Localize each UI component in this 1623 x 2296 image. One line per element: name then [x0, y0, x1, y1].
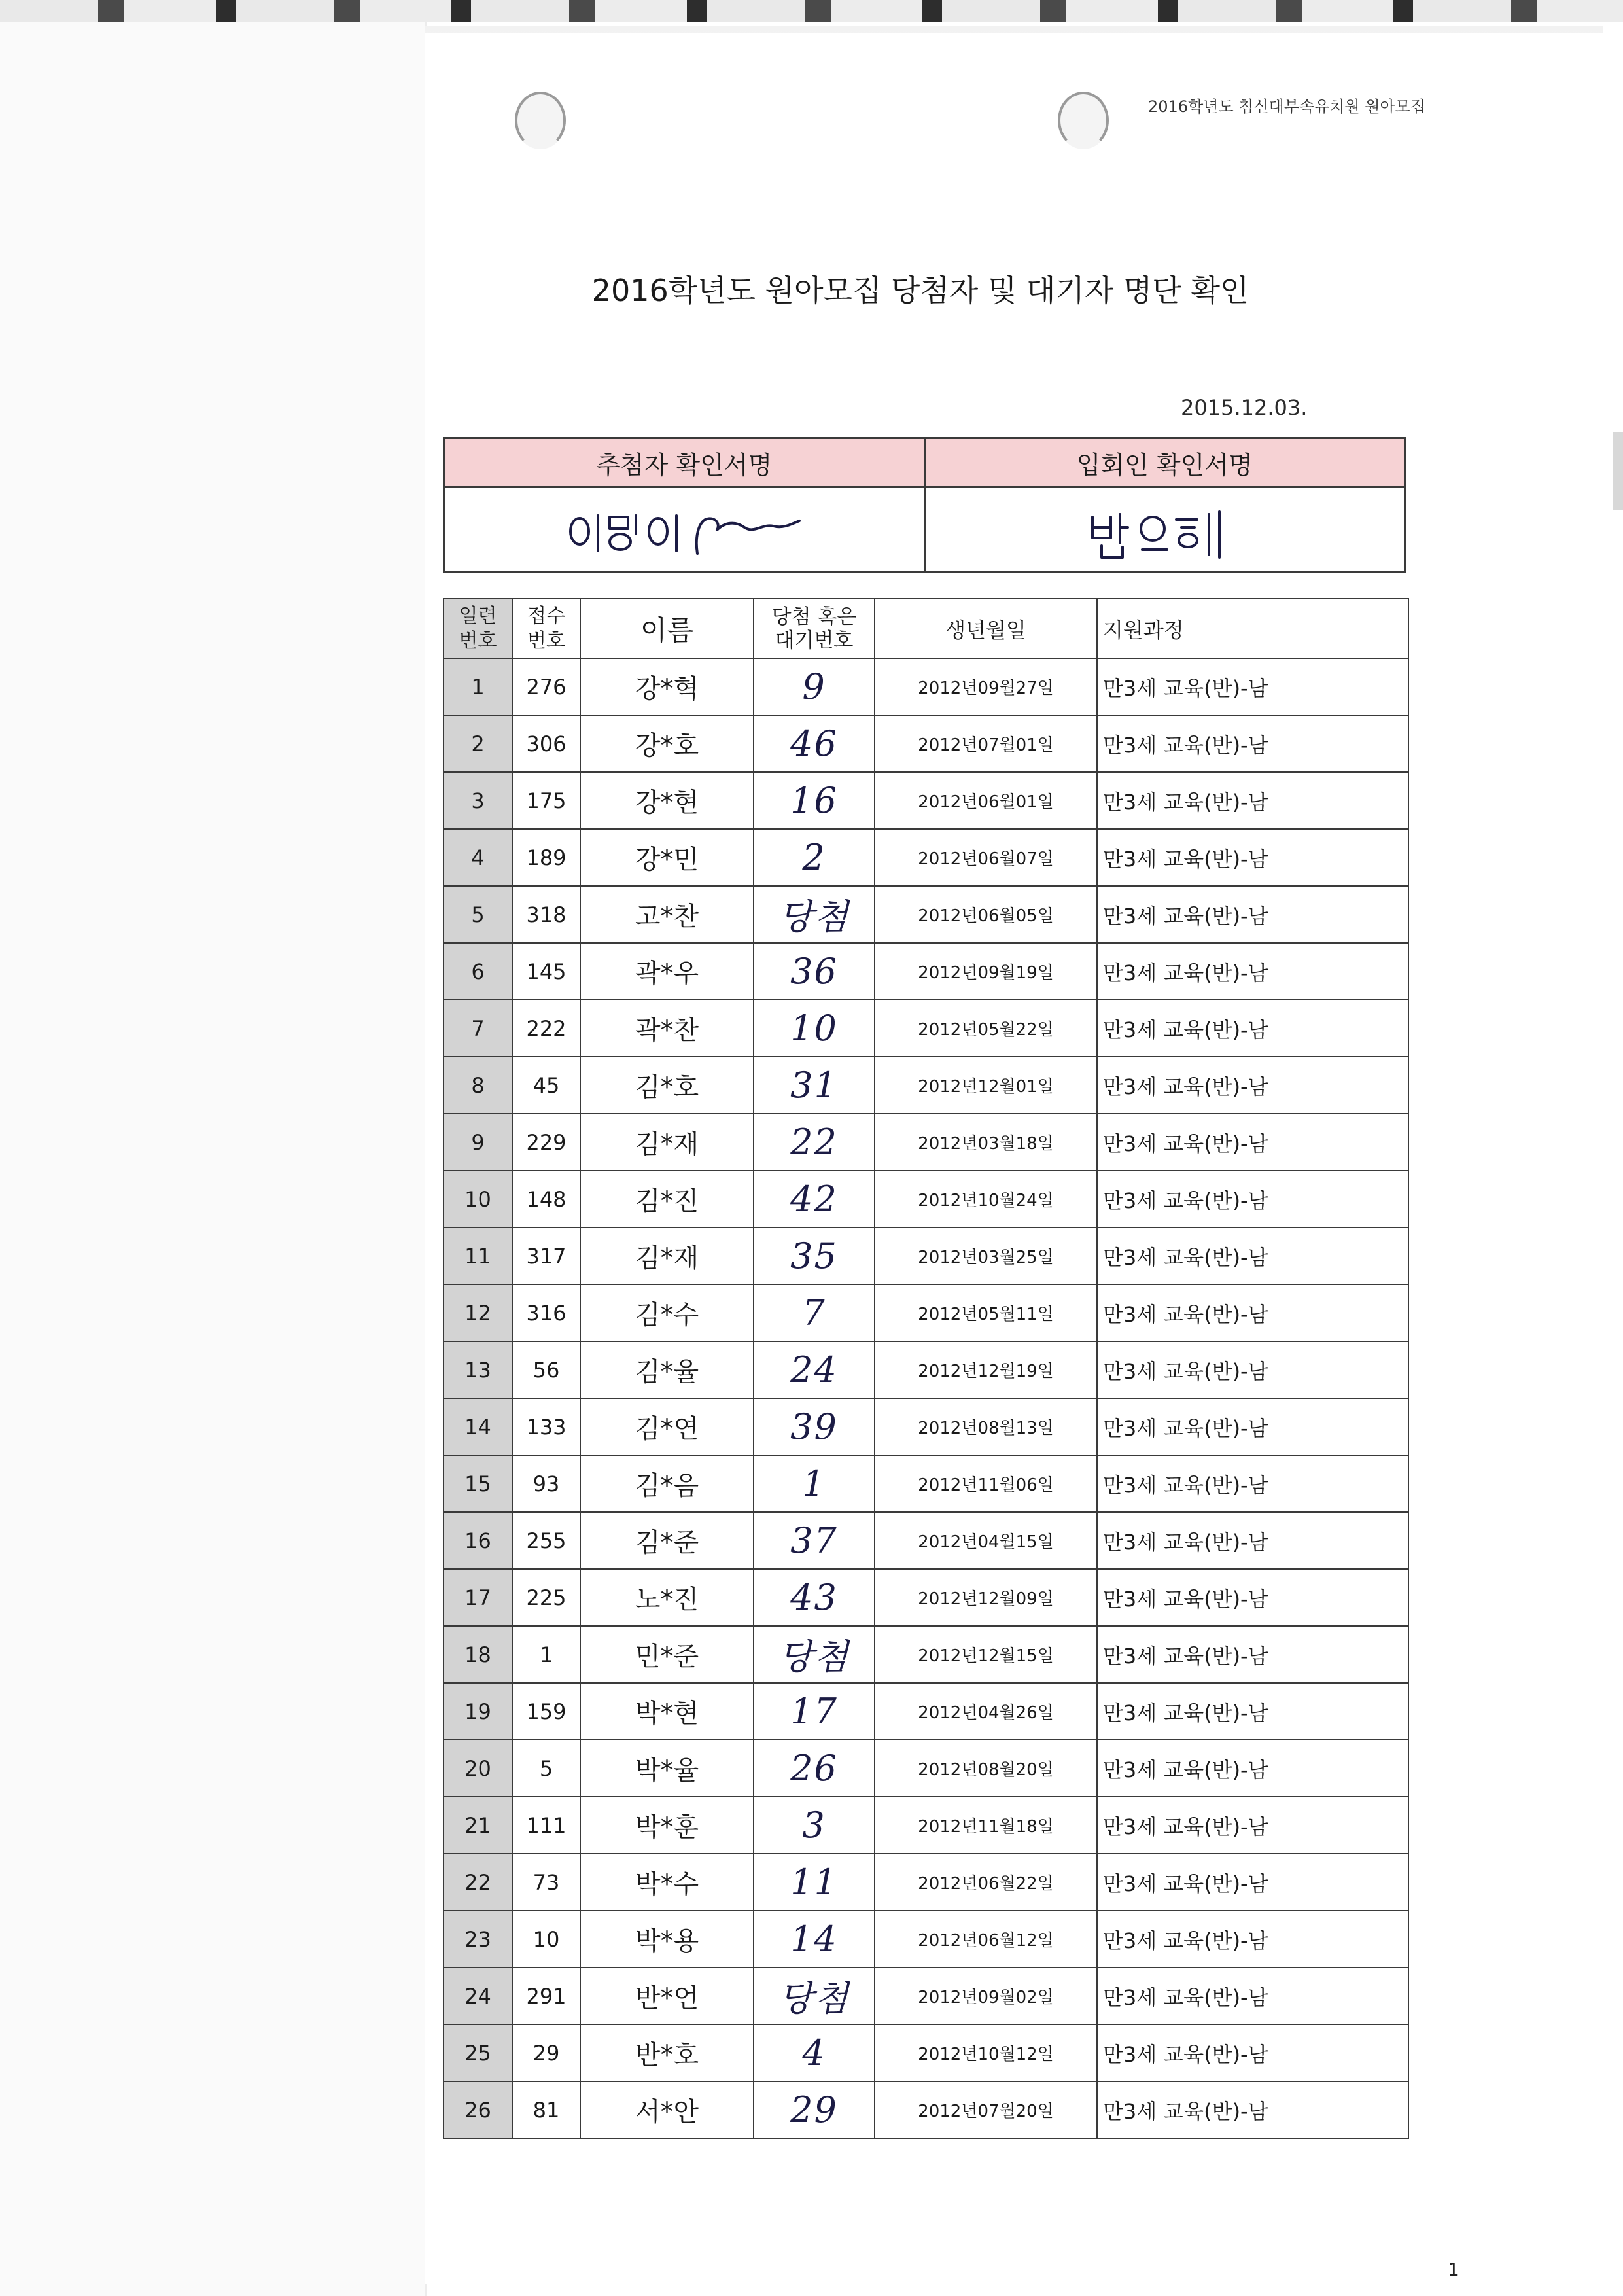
table-row [444, 1626, 1408, 1683]
punch-hole-left [515, 92, 566, 149]
receipt-number-cell: 5 [512, 1740, 580, 1797]
serial-number-cell: 18 [444, 1626, 512, 1683]
witness-signature-cell [924, 487, 1405, 573]
table-row [444, 886, 1408, 943]
birth-date-cell: 2012년04월15일 [875, 1512, 1097, 1569]
table-row [444, 1569, 1408, 1626]
birth-date-cell: 2012년08월20일 [875, 1740, 1097, 1797]
result-handwritten-cell: 당첨 [754, 1626, 875, 1683]
result-handwritten-cell: 17 [754, 1683, 875, 1740]
applicant-name-cell: 박*용 [580, 1911, 754, 1968]
receipt-number-cell: 1 [512, 1626, 580, 1683]
applied-course-cell: 만3세 교육(반)-남 [1097, 1626, 1408, 1683]
col-header-serial-line2: 번호 [459, 629, 497, 652]
col-header-receipt-line1: 접수 [527, 604, 565, 627]
table-row [444, 1455, 1408, 1512]
result-handwritten-cell: 29 [754, 2081, 875, 2138]
scan-background [0, 22, 427, 2296]
applied-course-cell: 만3세 교육(반)-남 [1097, 1227, 1408, 1284]
serial-number-cell: 6 [444, 943, 512, 1000]
serial-number-cell: 25 [444, 2024, 512, 2081]
applicant-name-cell: 강*혁 [580, 658, 754, 715]
result-handwritten-cell: 42 [754, 1171, 875, 1227]
serial-number-cell: 23 [444, 1911, 512, 1968]
serial-number-cell: 15 [444, 1455, 512, 1512]
applied-course-cell: 만3세 교육(반)-남 [1097, 1740, 1408, 1797]
table-header-row [444, 599, 1408, 658]
applicant-name-cell: 김*연 [580, 1398, 754, 1455]
col-header-course: 지원과정 [1097, 599, 1408, 658]
result-handwritten-cell: 39 [754, 1398, 875, 1455]
birth-date-cell: 2012년12월01일 [875, 1057, 1097, 1114]
applicant-list-table [443, 598, 1409, 2139]
table-row [444, 1171, 1408, 1227]
result-handwritten-cell: 11 [754, 1854, 875, 1911]
table-row [444, 2024, 1408, 2081]
applied-course-cell: 만3세 교육(반)-남 [1097, 772, 1408, 829]
witness-signature-label: 입회인 확인서명 [924, 438, 1405, 487]
result-handwritten-cell: 당첨 [754, 886, 875, 943]
serial-number-cell: 4 [444, 829, 512, 886]
receipt-number-cell: 229 [512, 1114, 580, 1171]
col-header-name: 이름 [580, 599, 754, 658]
applicant-name-cell: 김*음 [580, 1455, 754, 1512]
applied-course-cell: 만3세 교육(반)-남 [1097, 1398, 1408, 1455]
result-handwritten-cell: 31 [754, 1057, 875, 1114]
applicant-name-cell: 반*언 [580, 1968, 754, 2024]
table-row [444, 715, 1408, 772]
birth-date-cell: 2012년05월11일 [875, 1284, 1097, 1341]
receipt-number-cell: 111 [512, 1797, 580, 1854]
applied-course-cell: 만3세 교육(반)-남 [1097, 1455, 1408, 1512]
result-handwritten-cell: 1 [754, 1455, 875, 1512]
birth-date-cell: 2012년12월15일 [875, 1626, 1097, 1683]
birth-date-cell: 2012년07월20일 [875, 2081, 1097, 2138]
scan-edge-strip [0, 0, 1623, 22]
col-header-serial-line1: 일련 [459, 604, 497, 627]
birth-date-cell: 2012년04월26일 [875, 1683, 1097, 1740]
result-handwritten-cell: 3 [754, 1797, 875, 1854]
receipt-number-cell: 148 [512, 1171, 580, 1227]
header-note: 2016학년도 침신대부속유치원 원아모집 [1148, 97, 1426, 116]
receipt-number-cell: 317 [512, 1227, 580, 1284]
applicant-name-cell: 김*호 [580, 1057, 754, 1114]
applicant-name-cell: 서*안 [580, 2081, 754, 2138]
result-handwritten-cell: 26 [754, 1740, 875, 1797]
birth-date-cell: 2012년06월07일 [875, 829, 1097, 886]
birth-date-cell: 2012년03월25일 [875, 1227, 1097, 1284]
receipt-number-cell: 73 [512, 1854, 580, 1911]
table-row [444, 1911, 1408, 1968]
col-header-receipt [512, 599, 580, 658]
receipt-number-cell: 225 [512, 1569, 580, 1626]
receipt-number-cell: 145 [512, 943, 580, 1000]
document-title: 2016학년도 원아모집 당첨자 및 대기자 명단 확인 [591, 273, 1249, 308]
applicant-name-cell: 노*진 [580, 1569, 754, 1626]
result-handwritten-cell: 46 [754, 715, 875, 772]
applied-course-cell: 만3세 교육(반)-남 [1097, 1284, 1408, 1341]
table-row [444, 772, 1408, 829]
table-row [444, 1227, 1408, 1284]
punch-hole-right [1058, 92, 1109, 149]
result-handwritten-cell: 2 [754, 829, 875, 886]
applicant-name-cell: 강*민 [580, 829, 754, 886]
result-handwritten-cell: 16 [754, 772, 875, 829]
applied-course-cell: 만3세 교육(반)-남 [1097, 943, 1408, 1000]
col-header-serial [444, 599, 512, 658]
birth-date-cell: 2012년09월19일 [875, 943, 1097, 1000]
applied-course-cell: 만3세 교육(반)-남 [1097, 886, 1408, 943]
applied-course-cell: 만3세 교육(반)-남 [1097, 1057, 1408, 1114]
result-handwritten-cell: 9 [754, 658, 875, 715]
result-handwritten-cell: 37 [754, 1512, 875, 1569]
drawer-signature-label: 추첨자 확인서명 [444, 438, 925, 487]
scan-edge-mark [1613, 432, 1623, 510]
receipt-number-cell: 10 [512, 1911, 580, 1968]
result-handwritten-cell: 22 [754, 1114, 875, 1171]
serial-number-cell: 22 [444, 1854, 512, 1911]
birth-date-cell: 2012년11월06일 [875, 1455, 1097, 1512]
applied-course-cell: 만3세 교육(반)-남 [1097, 1683, 1408, 1740]
receipt-number-cell: 159 [512, 1683, 580, 1740]
birth-date-cell: 2012년03월18일 [875, 1114, 1097, 1171]
serial-number-cell: 19 [444, 1683, 512, 1740]
applicant-name-cell: 박*훈 [580, 1797, 754, 1854]
table-row [444, 1398, 1408, 1455]
serial-number-cell: 9 [444, 1114, 512, 1171]
applied-course-cell: 만3세 교육(반)-남 [1097, 1171, 1408, 1227]
applicant-name-cell: 반*호 [580, 2024, 754, 2081]
table-row [444, 829, 1408, 886]
birth-date-cell: 2012년05월22일 [875, 1000, 1097, 1057]
applicant-name-cell: 곽*우 [580, 943, 754, 1000]
serial-number-cell: 26 [444, 2081, 512, 2138]
witness-handwritten-signature [1079, 497, 1249, 563]
table-row [444, 1114, 1408, 1171]
serial-number-cell: 10 [444, 1171, 512, 1227]
applied-course-cell: 만3세 교육(반)-남 [1097, 1911, 1408, 1968]
table-row [444, 1341, 1408, 1398]
applied-course-cell: 만3세 교육(반)-남 [1097, 1968, 1408, 2024]
receipt-number-cell: 189 [512, 829, 580, 886]
serial-number-cell: 17 [444, 1569, 512, 1626]
page-number: 1 [1448, 2259, 1459, 2280]
table-row [444, 1512, 1408, 1569]
drawer-signature-cell [444, 487, 925, 573]
table-row [444, 2081, 1408, 2138]
receipt-number-cell: 56 [512, 1341, 580, 1398]
receipt-number-cell: 318 [512, 886, 580, 943]
applicant-name-cell: 김*진 [580, 1171, 754, 1227]
col-header-dob: 생년월일 [875, 599, 1097, 658]
table-row [444, 1854, 1408, 1911]
serial-number-cell: 2 [444, 715, 512, 772]
applicant-name-cell: 김*준 [580, 1512, 754, 1569]
applicant-name-cell: 김*재 [580, 1114, 754, 1171]
table-row [444, 1683, 1408, 1740]
receipt-number-cell: 93 [512, 1455, 580, 1512]
applicant-name-cell: 박*수 [580, 1854, 754, 1911]
applied-course-cell: 만3세 교육(반)-남 [1097, 829, 1408, 886]
applicant-name-cell: 민*준 [580, 1626, 754, 1683]
applied-course-cell: 만3세 교육(반)-남 [1097, 658, 1408, 715]
receipt-number-cell: 276 [512, 658, 580, 715]
result-handwritten-cell: 4 [754, 2024, 875, 2081]
birth-date-cell: 2012년06월01일 [875, 772, 1097, 829]
col-header-result [754, 599, 875, 658]
serial-number-cell: 3 [444, 772, 512, 829]
serial-number-cell: 20 [444, 1740, 512, 1797]
applicant-name-cell: 김*재 [580, 1227, 754, 1284]
receipt-number-cell: 81 [512, 2081, 580, 2138]
receipt-number-cell: 255 [512, 1512, 580, 1569]
drawer-handwritten-signature [560, 497, 809, 563]
birth-date-cell: 2012년10월12일 [875, 2024, 1097, 2081]
table-row [444, 658, 1408, 715]
receipt-number-cell: 291 [512, 1968, 580, 2024]
receipt-number-cell: 133 [512, 1398, 580, 1455]
applicant-name-cell: 강*현 [580, 772, 754, 829]
table-row [444, 1284, 1408, 1341]
receipt-number-cell: 316 [512, 1284, 580, 1341]
applied-course-cell: 만3세 교육(반)-남 [1097, 2081, 1408, 2138]
applicant-name-cell: 김*수 [580, 1284, 754, 1341]
result-handwritten-cell: 10 [754, 1000, 875, 1057]
applicant-name-cell: 박*율 [580, 1740, 754, 1797]
applicant-name-cell: 박*현 [580, 1683, 754, 1740]
signature-table [443, 437, 1406, 573]
result-handwritten-cell: 당첨 [754, 1968, 875, 2024]
birth-date-cell: 2012년09월02일 [875, 1968, 1097, 2024]
birth-date-cell: 2012년06월05일 [875, 886, 1097, 943]
birth-date-cell: 2012년12월09일 [875, 1569, 1097, 1626]
serial-number-cell: 7 [444, 1000, 512, 1057]
serial-number-cell: 1 [444, 658, 512, 715]
birth-date-cell: 2012년07월01일 [875, 715, 1097, 772]
applicant-name-cell: 곽*찬 [580, 1000, 754, 1057]
applied-course-cell: 만3세 교육(반)-남 [1097, 1000, 1408, 1057]
result-handwritten-cell: 36 [754, 943, 875, 1000]
serial-number-cell: 21 [444, 1797, 512, 1854]
applied-course-cell: 만3세 교육(반)-남 [1097, 715, 1408, 772]
birth-date-cell: 2012년08월13일 [875, 1398, 1097, 1455]
birth-date-cell: 2012년11월18일 [875, 1797, 1097, 1854]
birth-date-cell: 2012년10월24일 [875, 1171, 1097, 1227]
applied-course-cell: 만3세 교육(반)-남 [1097, 1512, 1408, 1569]
applied-course-cell: 만3세 교육(반)-남 [1097, 2024, 1408, 2081]
result-handwritten-cell: 7 [754, 1284, 875, 1341]
serial-number-cell: 13 [444, 1341, 512, 1398]
document-date: 2015.12.03. [1181, 395, 1308, 420]
result-handwritten-cell: 24 [754, 1341, 875, 1398]
serial-number-cell: 11 [444, 1227, 512, 1284]
birth-date-cell: 2012년06월12일 [875, 1911, 1097, 1968]
table-row [444, 1057, 1408, 1114]
applied-course-cell: 만3세 교육(반)-남 [1097, 1797, 1408, 1854]
applied-course-cell: 만3세 교육(반)-남 [1097, 1341, 1408, 1398]
table-row [444, 1968, 1408, 2024]
col-header-result-line1: 당첨 혹은 [771, 605, 857, 629]
result-handwritten-cell: 35 [754, 1227, 875, 1284]
col-header-result-line2: 대기번호 [775, 628, 854, 652]
birth-date-cell: 2012년06월22일 [875, 1854, 1097, 1911]
table-row [444, 1740, 1408, 1797]
birth-date-cell: 2012년12월19일 [875, 1341, 1097, 1398]
applied-course-cell: 만3세 교육(반)-남 [1097, 1114, 1408, 1171]
serial-number-cell: 24 [444, 1968, 512, 2024]
table-row [444, 943, 1408, 1000]
serial-number-cell: 14 [444, 1398, 512, 1455]
serial-number-cell: 16 [444, 1512, 512, 1569]
applied-course-cell: 만3세 교육(반)-남 [1097, 1854, 1408, 1911]
result-handwritten-cell: 14 [754, 1911, 875, 1968]
serial-number-cell: 5 [444, 886, 512, 943]
receipt-number-cell: 29 [512, 2024, 580, 2081]
receipt-number-cell: 45 [512, 1057, 580, 1114]
col-header-receipt-line2: 번호 [527, 629, 565, 652]
applicant-name-cell: 김*율 [580, 1341, 754, 1398]
receipt-number-cell: 175 [512, 772, 580, 829]
table-row [444, 1797, 1408, 1854]
applicant-name-cell: 강*호 [580, 715, 754, 772]
applicant-name-cell: 고*찬 [580, 886, 754, 943]
result-handwritten-cell: 43 [754, 1569, 875, 1626]
receipt-number-cell: 306 [512, 715, 580, 772]
serial-number-cell: 8 [444, 1057, 512, 1114]
table-row [444, 1000, 1408, 1057]
applied-course-cell: 만3세 교육(반)-남 [1097, 1569, 1408, 1626]
receipt-number-cell: 222 [512, 1000, 580, 1057]
birth-date-cell: 2012년09월27일 [875, 658, 1097, 715]
serial-number-cell: 12 [444, 1284, 512, 1341]
